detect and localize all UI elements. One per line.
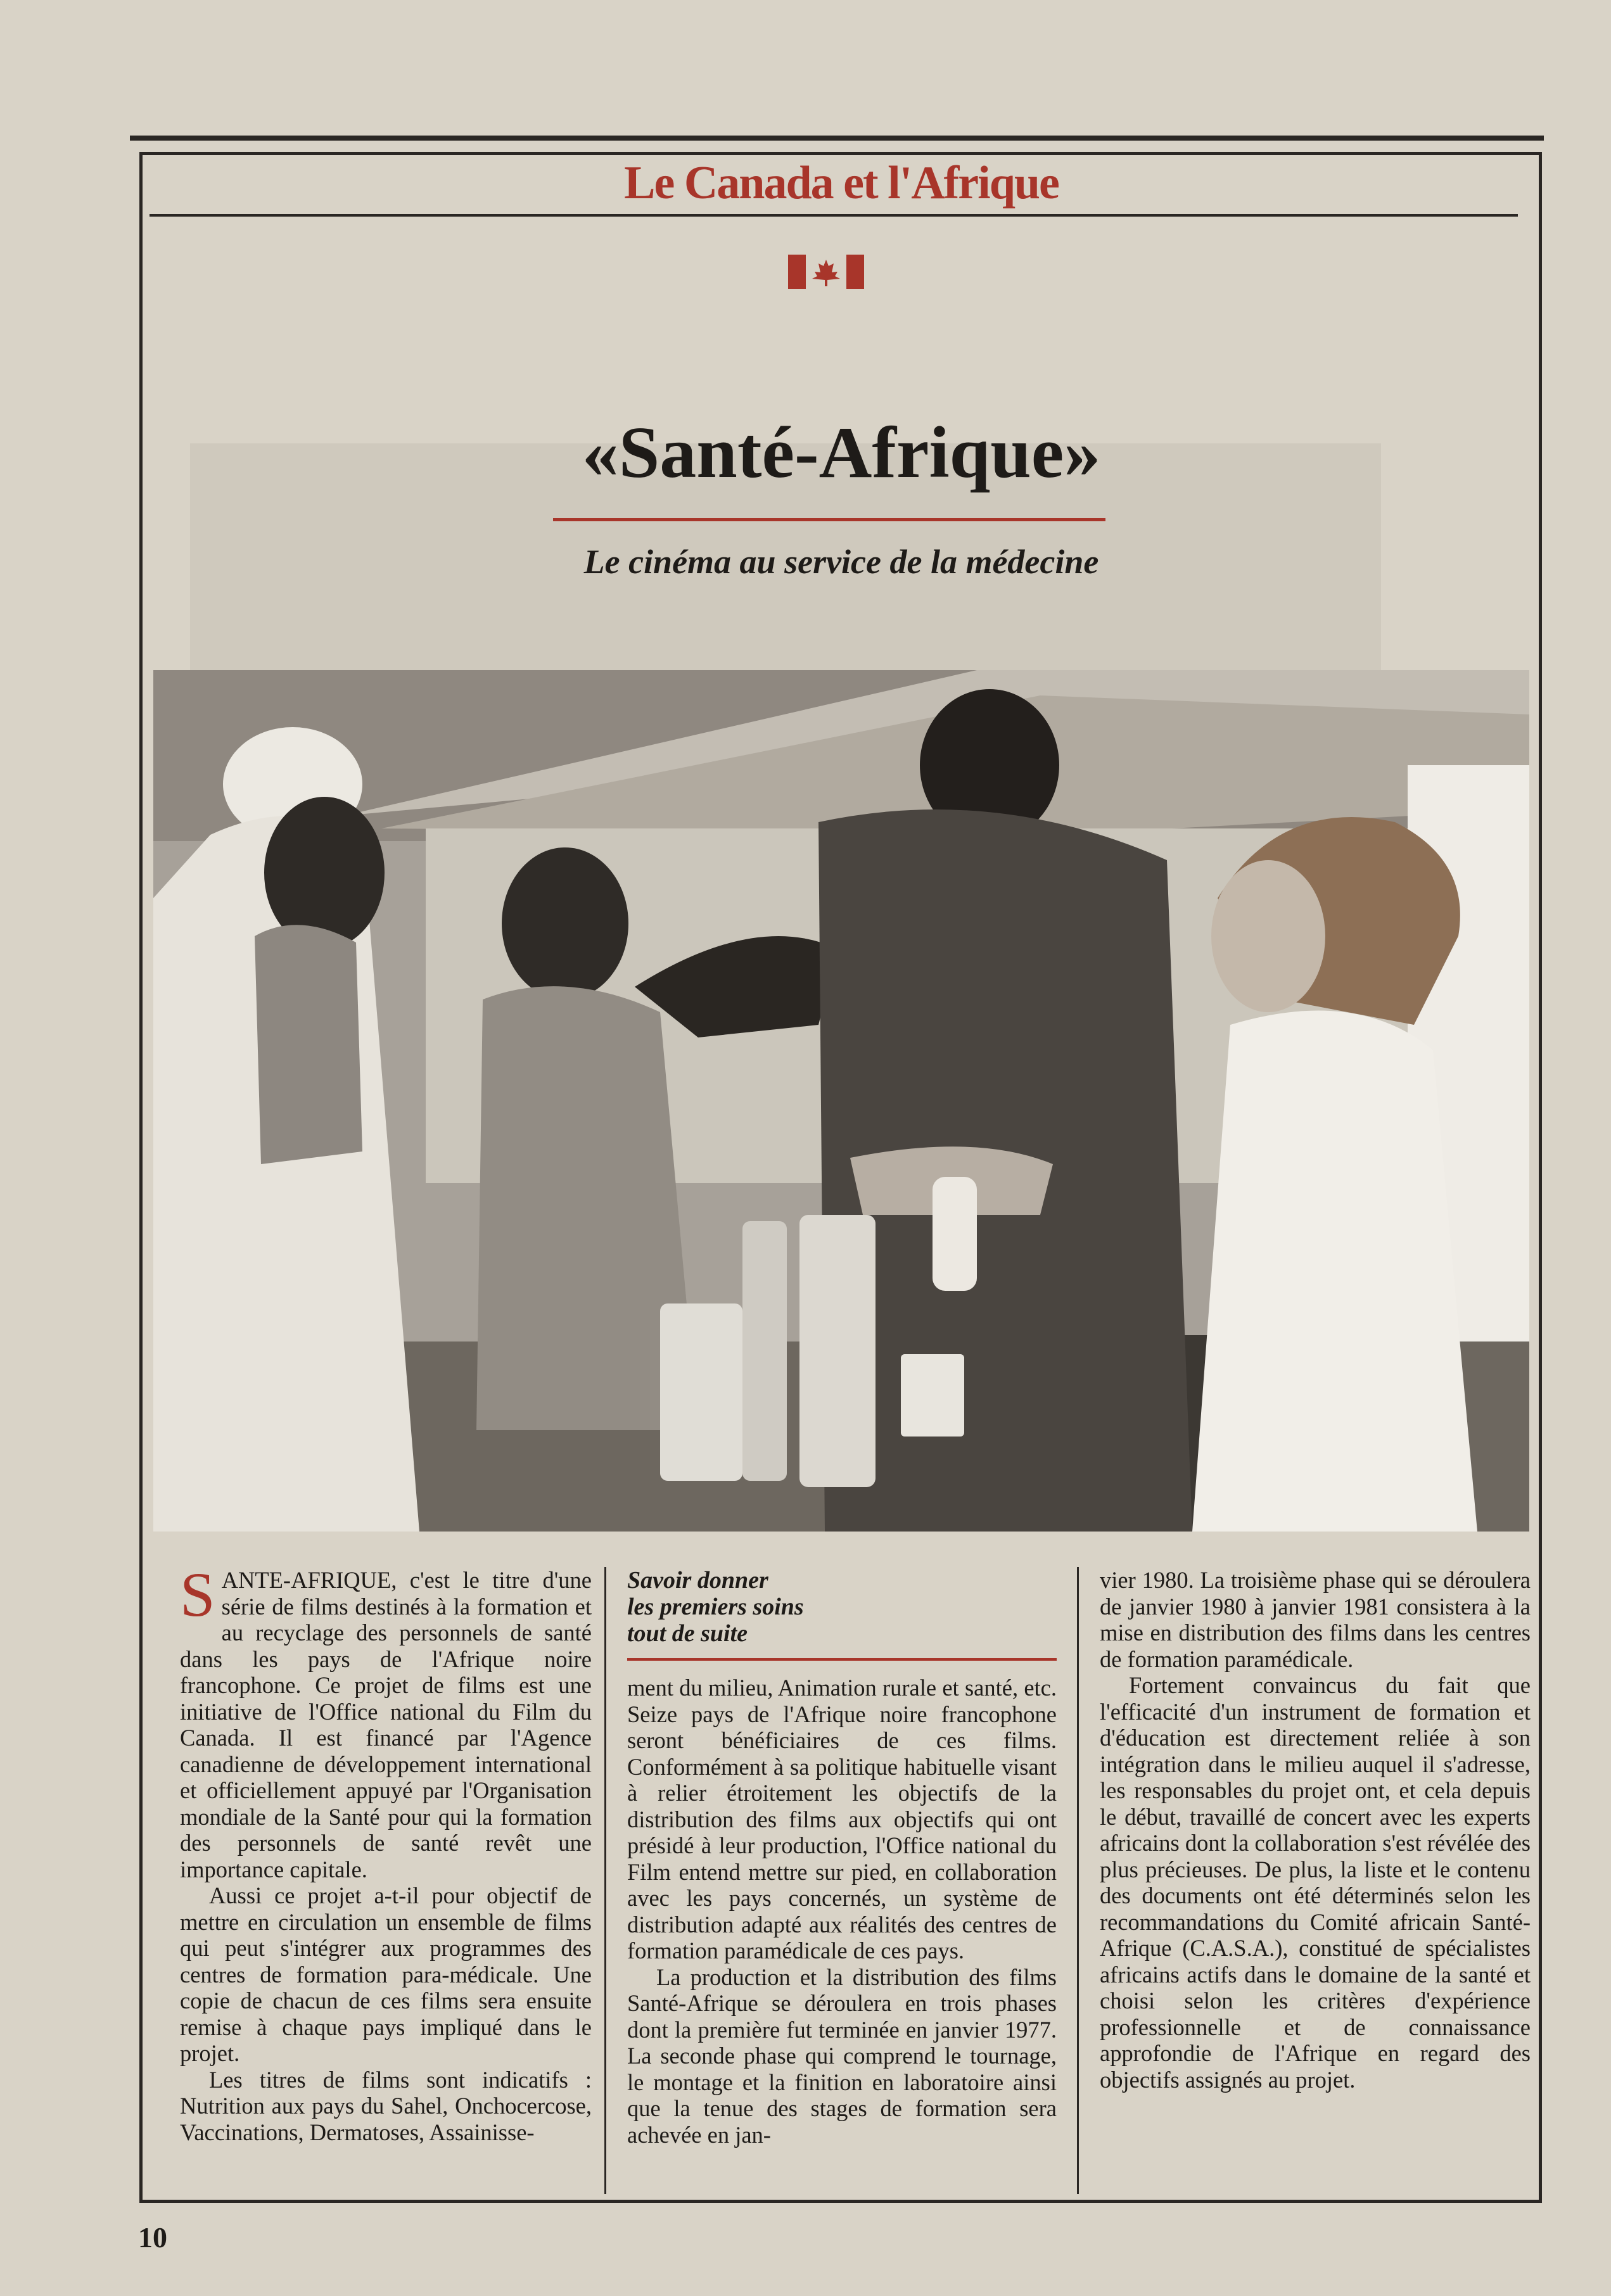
article-title: «Santé-Afrique» — [582, 412, 1101, 493]
paragraph: vier 1980. La troisième phase qui se déroulera de janvier 1980 à janvier 1981 consistera à la mise en distribution des films dans les centres de formation paramédicale. — [1100, 1567, 1531, 1672]
column-divider — [1077, 1567, 1079, 2194]
drop-cap: S — [180, 1559, 215, 1630]
paragraph: Fortement convaincus du fait que l'efficacité d'un instrument de formation et d'éducation est directement reliée à son intégration dans le milieu auquel il s'adresse, les responsables du projet ont, et cela depuis le début, travaillé de concert avec les experts africains dont la collaboration s'est révélée des plus précieuses. De plus, la liste et le contenu des documents ont été déterminés selon les recommandations du Comité africain Santé-Afrique (C.A.S.A.), constitué de spécialistes africains actifs dans le domaine de la santé et choisi selon les critères d'expérience professionnelle et de connaissance approfondie de l'Afrique en regard des objectifs assignés au projet. — [1100, 1672, 1531, 2093]
sidehead — [627, 1567, 1057, 1647]
sidehead-line: les premiers soins — [627, 1594, 804, 1620]
sidehead-rule — [627, 1658, 1057, 1661]
paragraph: Les titres de films sont indicatifs : Nutrition aux pays du Sahel, Onchocercose, Vaccinations, Dermatoses, Assainisse- — [180, 2066, 592, 2145]
page-number: 10 — [138, 2221, 167, 2254]
paragraph: La production et la distribution des films Santé-Afrique se déroulera en trois phases dont la première fut terminée en janvier 1977. La seconde phase qui comprend le tournage, le montage et la finition en laboratoire ainsi que la tenue des stages de formation sera achevée en jan- — [627, 1963, 1057, 2148]
lead-paragraph: ANTE-AFRIQUE, c'est le titre d'une série de films destinés à la formation et au recyclage des personnels de santé dans les pays de l'Afrique noire francophone. Ce projet de films est une initiative de l'Office national du Film du Canada. Il est financé par l'Agence canadienne de développement international et officiellement appuyé par l'Organisation mondiale de la Santé pour qui la formation des personnels de santé revêt une importance capitale. — [180, 1567, 592, 1882]
article-column-2 — [627, 1567, 1057, 2148]
sidehead-line: tout de suite — [627, 1620, 748, 1647]
sidehead-line: Savoir donner — [627, 1567, 768, 1594]
article-subtitle: Le cinéma au service de la médecine — [583, 543, 1099, 581]
paragraph: ment du milieu, Animation rurale et santé, etc. Seize pays de l'Afrique noire francophone seront bénéficiaires de ces films. Conformément à sa politique habituelle visant à relier étroitement les objectifs de la distribution des films aux objectifs qui ont présidé à leur production, l'Office national du Film entend mettre sur pied, en collaboration avec les pays concernés, un système de distribution adapté aux réalités des centres de formation paramédicale de ces pays. — [627, 1675, 1057, 1963]
canada-flag-icon — [788, 255, 864, 289]
paragraph: Aussi ce projet a-t-il pour objectif de mettre en circulation un ensemble de films qui peut s'intégrer aux programmes des centres de formation para-médicale. Une copie de chacun de ces films sera ensuite remise à chaque pays impliqué dans le projet. — [180, 1882, 592, 2066]
section-title: Le Canada et l'Afrique — [624, 157, 1059, 209]
section-title-rule — [150, 214, 1518, 217]
column-divider — [604, 1567, 606, 2194]
photograph-health-workers — [153, 670, 1529, 1532]
title-rule — [553, 518, 1105, 521]
article-column-1 — [180, 1559, 592, 2145]
top-border-rule — [130, 136, 1544, 141]
article-column-3 — [1100, 1567, 1531, 2093]
